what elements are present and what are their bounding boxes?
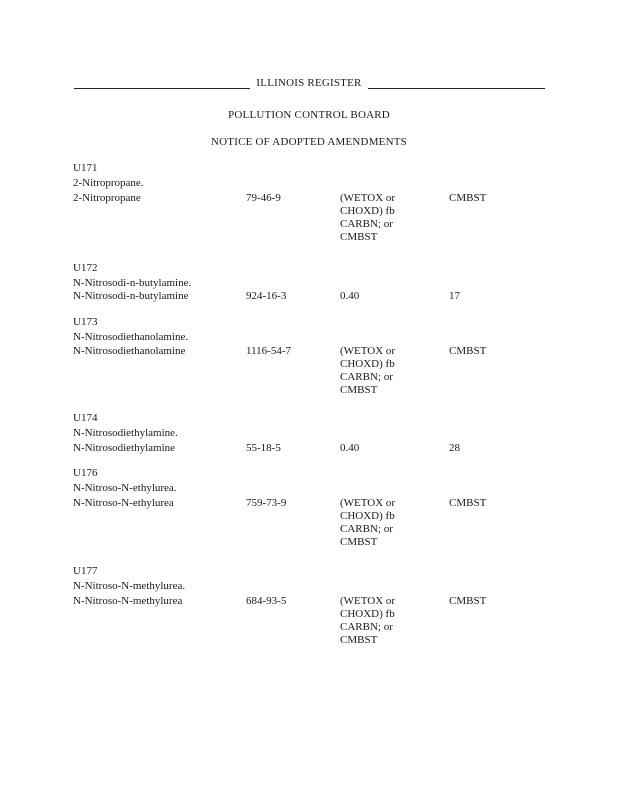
cas-number: 924-16-3 xyxy=(246,290,287,302)
waste-common-name: N-Nitrosodiethanolamine. xyxy=(73,331,189,343)
cas-number: 759-73-9 xyxy=(246,497,287,509)
notice-title: NOTICE OF ADOPTED AMENDMENTS xyxy=(211,136,407,148)
wastewater-line: (WETOX or xyxy=(340,192,396,204)
wastewater-line: CARBN; or xyxy=(340,523,393,535)
wastewater-line: CHOXD) fb xyxy=(340,608,395,620)
wastewater-line: CARBN; or xyxy=(340,218,393,230)
board-title: POLLUTION CONTROL BOARD xyxy=(228,109,390,121)
wastewater-standard xyxy=(340,345,395,397)
nonwastewater-standard: 28 xyxy=(449,442,460,454)
wastewater-line: CMBST xyxy=(340,634,378,646)
waste-code: U173 xyxy=(73,316,98,328)
wastewater-standard: 0.40 xyxy=(340,290,360,302)
waste-code: U177 xyxy=(73,565,98,577)
cas-number: 55-18-5 xyxy=(246,442,281,454)
wastewater-line: CHOXD) fb xyxy=(340,358,395,370)
regulated-constituent: N-Nitrosodiethylamine xyxy=(73,442,176,454)
nonwastewater-standard: CMBST xyxy=(449,192,487,204)
wastewater-line: CARBN; or xyxy=(340,621,393,633)
wastewater-line: (WETOX or xyxy=(340,595,396,607)
wastewater-line: (WETOX or xyxy=(340,345,396,357)
wastewater-line: CHOXD) fb xyxy=(340,205,395,217)
wastewater-line: CMBST xyxy=(340,231,378,243)
waste-common-name: N-Nitroso-N-ethylurea. xyxy=(73,482,177,494)
cas-number: 684-93-5 xyxy=(246,595,287,607)
wastewater-standard xyxy=(340,497,395,549)
waste-common-name: N-Nitrosodiethylamine. xyxy=(73,427,178,439)
waste-common-name: N-Nitroso-N-methylurea. xyxy=(73,580,186,592)
regulated-constituent: N-Nitrosodiethanolamine xyxy=(73,345,186,357)
cas-number: 79-46-9 xyxy=(246,192,281,204)
wastewater-standard xyxy=(340,192,395,244)
waste-code: U172 xyxy=(73,262,98,274)
regulated-constituent: N-Nitroso-N-ethylurea xyxy=(73,497,174,509)
waste-common-name: 2-Nitropropane. xyxy=(73,177,144,189)
waste-common-name: N-Nitrosodi-n-butylamine. xyxy=(73,277,192,289)
wastewater-line: (WETOX or xyxy=(340,497,396,509)
wastewater-line: CMBST xyxy=(340,384,378,396)
wastewater-line: CHOXD) fb xyxy=(340,510,395,522)
regulated-constituent: 2-Nitropropane xyxy=(73,192,141,204)
wastewater-standard xyxy=(340,595,395,647)
waste-code: U176 xyxy=(73,467,98,479)
regulated-constituent: N-Nitrosodi-n-butylamine xyxy=(73,290,189,302)
cas-number: 1116-54-7 xyxy=(246,345,292,357)
register-title xyxy=(0,77,618,89)
nonwastewater-standard: CMBST xyxy=(449,595,487,607)
wastewater-standard: 0.40 xyxy=(340,442,360,454)
register-title-text: ILLINOIS REGISTER xyxy=(250,77,367,89)
wastewater-line: CMBST xyxy=(340,536,378,548)
waste-code: U171 xyxy=(73,162,98,174)
waste-code: U174 xyxy=(73,412,98,424)
wastewater-line: CARBN; or xyxy=(340,371,393,383)
nonwastewater-standard: CMBST xyxy=(449,497,487,509)
regulated-constituent: N-Nitroso-N-methylurea xyxy=(73,595,183,607)
nonwastewater-standard: CMBST xyxy=(449,345,487,357)
nonwastewater-standard: 17 xyxy=(449,290,460,302)
